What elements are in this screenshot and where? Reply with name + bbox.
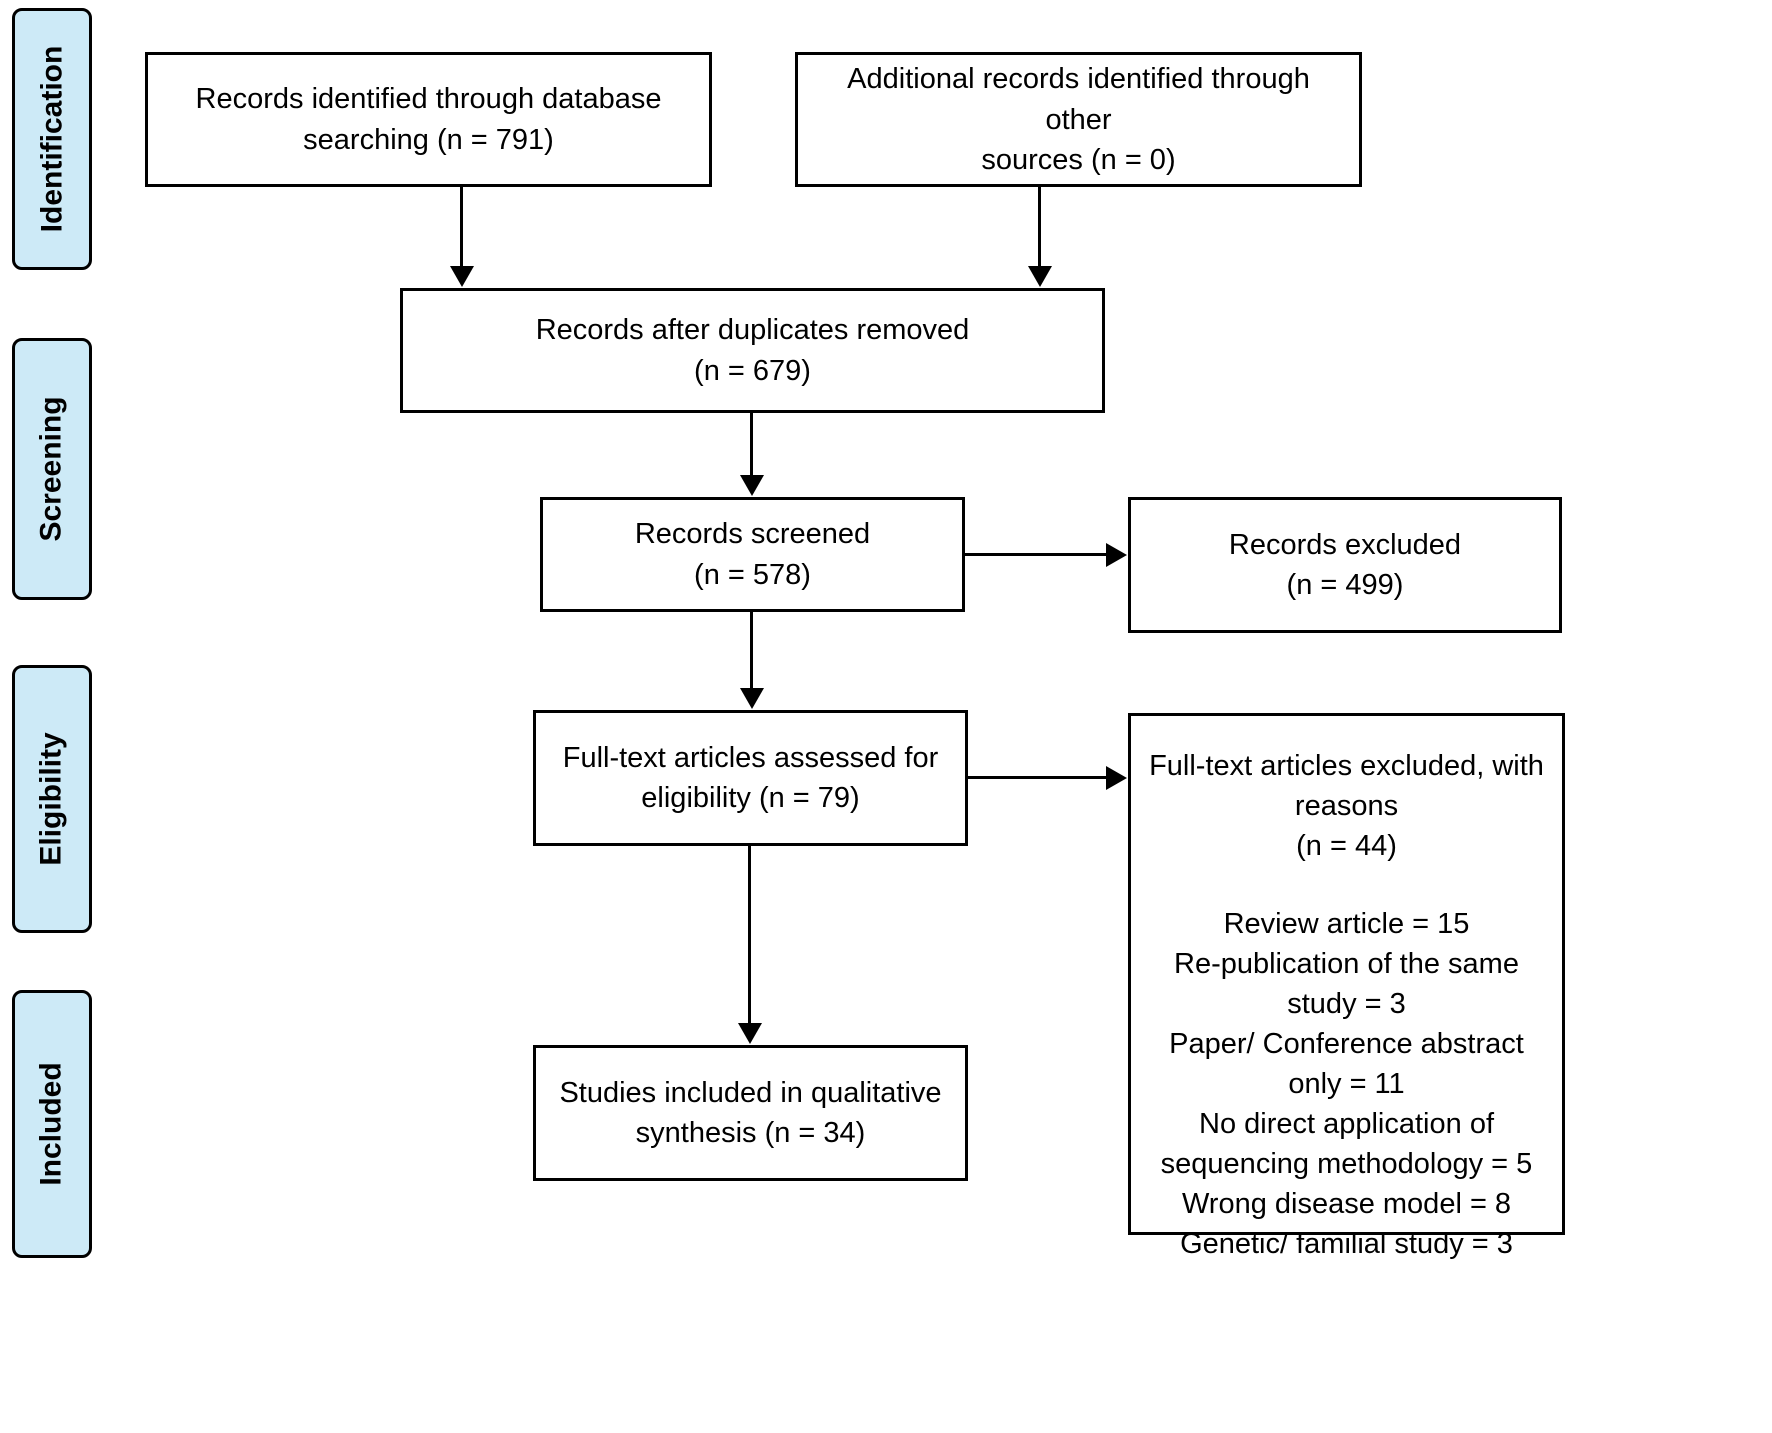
- arrowhead-down-icon: [740, 475, 764, 496]
- stage-eligibility-label: Eligibility: [35, 732, 69, 866]
- arrow-screened-to-excluded: [965, 553, 1106, 556]
- box-line: Records identified through database: [195, 83, 662, 116]
- box-line: synthesis (n = 34): [635, 1117, 866, 1149]
- box-fulltext-assessed: [533, 710, 968, 846]
- box-line: Additional records identified through other: [847, 63, 1310, 136]
- stage-identification-label: Identification: [35, 45, 69, 233]
- stage-included-label: Included: [35, 1062, 68, 1186]
- stage-screening: [12, 338, 92, 600]
- box-line: eligibility (n = 79): [641, 782, 860, 814]
- exclusion-reason: Wrong disease model = 8: [1181, 1188, 1512, 1221]
- stage-eligibility: [12, 665, 92, 933]
- box-line: sources (n = 0): [981, 143, 1176, 176]
- exclusion-reason: Review article = 15: [1223, 908, 1470, 941]
- arrowhead-down-icon: [738, 1023, 762, 1044]
- arrowhead-down-icon: [450, 266, 474, 287]
- box-line: (n = 679): [694, 354, 811, 387]
- arrowhead-down-icon: [740, 688, 764, 709]
- arrow-identified-to-dedup: [460, 187, 463, 266]
- box-records-identified: [145, 52, 712, 187]
- box-line: (n = 499): [1286, 569, 1404, 601]
- arrow-fulltext-to-included: [748, 846, 751, 1023]
- box-duplicates-removed: [400, 288, 1105, 413]
- arrow-additional-to-dedup: [1038, 187, 1041, 266]
- stage-identification: [12, 8, 92, 270]
- box-line: Studies included in qualitative: [559, 1076, 942, 1109]
- box-line: Records excluded: [1228, 528, 1462, 561]
- arrowhead-right-icon: [1106, 766, 1127, 790]
- exclusion-reason: No direct application of sequencing methodology = 5: [1160, 1108, 1533, 1181]
- arrow-screened-to-fulltext: [750, 612, 753, 688]
- fulltext-excluded-header: [1149, 746, 1544, 866]
- box-line: Full-text articles excluded, with: [1149, 750, 1544, 782]
- arrow-dedup-to-screened: [750, 413, 753, 475]
- box-records-excluded: [1128, 497, 1562, 633]
- box-line: Full-text articles assessed for: [562, 741, 939, 774]
- box-line: reasons: [1294, 790, 1399, 823]
- box-studies-included: [533, 1045, 968, 1181]
- box-fulltext-excluded: [1128, 713, 1565, 1261]
- box-line: (n = 44): [1296, 830, 1397, 863]
- box-line: Records screened: [634, 518, 871, 551]
- box-line: searching (n = 791): [303, 123, 554, 156]
- arrow-fulltext-to-fulltext-excluded: [968, 776, 1106, 779]
- arrowhead-right-icon: [1106, 543, 1127, 567]
- fulltext-excluded-reasons: [1147, 904, 1546, 1264]
- arrowhead-down-icon: [1028, 266, 1052, 287]
- box-line: (n = 578): [694, 558, 811, 591]
- exclusion-reason: Re-publication of the same study = 3: [1174, 948, 1519, 1021]
- stage-included: [12, 990, 92, 1258]
- exclusion-reason: Genetic/ familial study = 3: [1180, 1228, 1513, 1261]
- box-additional-records: [795, 52, 1362, 187]
- stage-screening-label: Screening: [35, 396, 68, 542]
- exclusion-reason: Paper/ Conference abstract only = 11: [1169, 1028, 1524, 1101]
- box-line: Records after duplicates removed: [535, 314, 970, 347]
- box-records-screened: [540, 497, 965, 612]
